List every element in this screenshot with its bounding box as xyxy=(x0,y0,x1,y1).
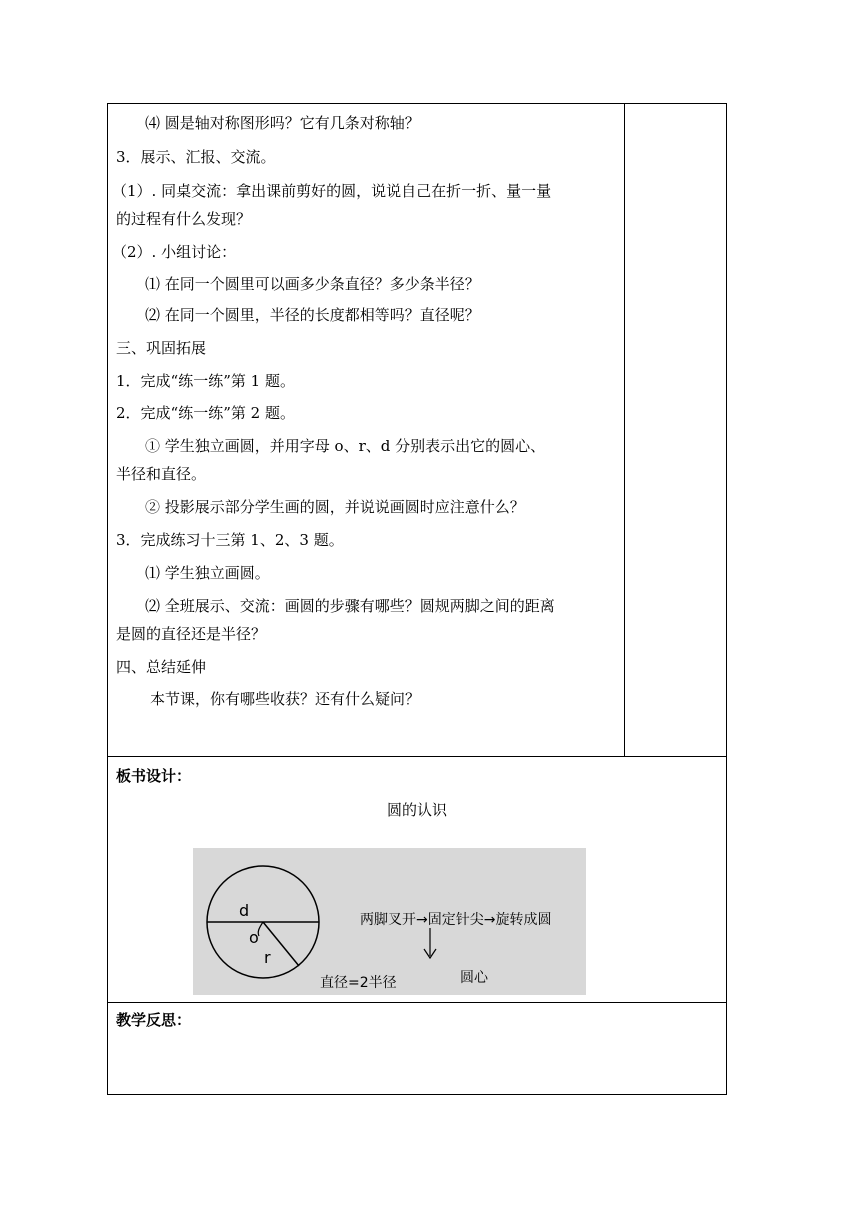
steps-label: 两脚叉开→固定针尖→旋转成圆 xyxy=(360,912,552,928)
section-heading: 三、巩固拓展 xyxy=(116,339,207,357)
board-title: 圆的认识 xyxy=(386,801,447,819)
text-line: ① 学生独立画圆，并用字母 o、r、d 分别表示出它的圆心、 xyxy=(145,437,546,455)
text-line: ⑷ 圆是轴对称图形吗？它有几条对称轴？ xyxy=(145,114,420,132)
text-line: 是圆的直径还是半径？ xyxy=(116,625,267,643)
radius-label: r xyxy=(264,948,271,967)
text-line: 3．展示、汇报、交流。 xyxy=(116,148,276,166)
center-mark xyxy=(258,922,263,936)
table-border-right xyxy=(726,103,727,1095)
row-divider-reflection xyxy=(107,1002,727,1003)
row-divider-board xyxy=(107,756,727,757)
reflection-label: 教学反思： xyxy=(116,1011,192,1029)
table-border-left xyxy=(107,103,108,1095)
text-line: （2）. 小组讨论： xyxy=(112,243,237,261)
text-line: 2．完成“练一练”第 2 题。 xyxy=(116,404,295,422)
text-line: 3．完成练习十三第 1、2、3 题。 xyxy=(116,531,344,549)
diameter-label: d xyxy=(239,901,250,920)
text-line: 的过程有什么发现？ xyxy=(116,210,252,228)
text-line: ⑴ 学生独立画圆。 xyxy=(145,564,270,582)
column-divider xyxy=(624,103,625,756)
text-line: 1．完成“练一练”第 1 题。 xyxy=(116,372,295,390)
center-caption-label: 圆心 xyxy=(460,970,488,986)
text-line: 半径和直径。 xyxy=(116,465,207,483)
text-line: （1）. 同桌交流：拿出课前剪好的圆，说说自己在折一折、量一量 xyxy=(112,182,552,200)
formula-label: 直径=2半径 xyxy=(320,975,397,991)
table-border-bottom xyxy=(107,1094,727,1095)
center-label: o xyxy=(249,928,259,947)
text-line: 本节课，你有哪些收获？还有什么疑问？ xyxy=(150,690,421,708)
text-line: ② 投影展示部分学生画的圆，并说说画圆时应注意什么？ xyxy=(145,498,525,516)
text-line: ⑵ 在同一个圆里，半径的长度都相等吗？直径呢？ xyxy=(145,306,480,324)
section-heading: 四、总结延伸 xyxy=(116,658,207,676)
text-line: ⑴ 在同一个圆里可以画多少条直径？多少条半径？ xyxy=(145,275,480,293)
board-diagram xyxy=(193,848,586,995)
table-border-top xyxy=(107,103,727,104)
board-design-label: 板书设计： xyxy=(116,767,192,785)
text-line: ⑵ 全班展示、交流：画圆的步骤有哪些？圆规两脚之间的距离 xyxy=(145,597,555,615)
